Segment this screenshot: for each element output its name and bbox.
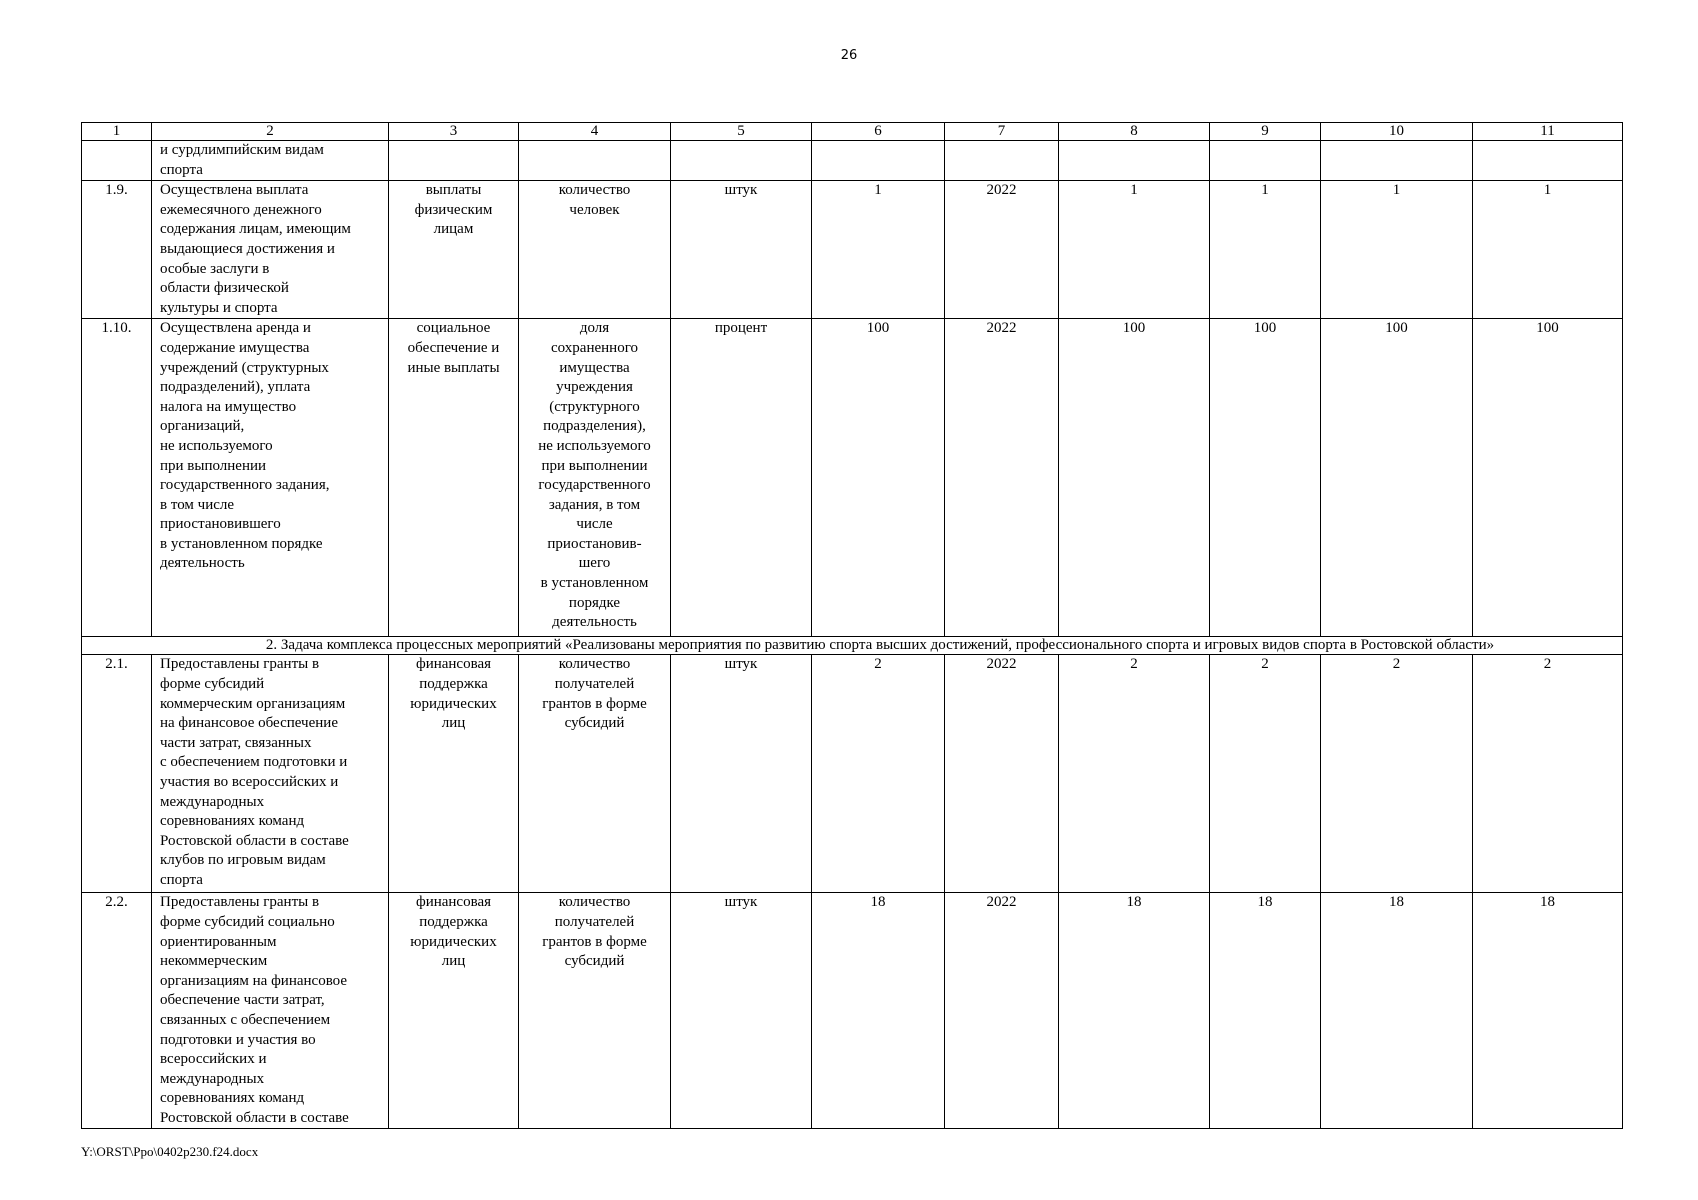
cell-value: 1 [1473,181,1623,319]
cell-name: Осуществлена выплата ежемесячного денежного содержания лицам, имеющим выдающиеся достижения и особые заслуги в области физической культуры и спорта [152,181,389,319]
cell-base-value: 1 [812,181,945,319]
cell-unit: штук [671,893,812,1129]
section-row [82,637,1623,655]
cell-type [389,141,519,181]
column-number: 8 [1059,123,1210,141]
cell-value: 2 [1210,655,1321,893]
cell-name: и сурдлимпийским видам спорта [152,141,389,181]
cell-name: Предоставлены гранты в форме субсидий коммерческим организациям на финансовое обеспечение части затрат, связанных с обеспечением подготовки и участия во всероссийских и международных соревнованиях команд Ростовской области в составе клубов по игровым видам спорта [152,655,389,893]
table-row [82,893,1623,1129]
cell-base-year: 2022 [945,655,1059,893]
indicators-table [81,122,1623,1129]
column-number: 5 [671,123,812,141]
cell-number [82,141,152,181]
section-title: 2. Задача комплекса процессных мероприятий «Реализованы мероприятия по развитию спорта высших достижений, профессионального спорта и игровых видов спорта в Ростовской области» [82,637,1623,655]
cell-value: 100 [1321,319,1473,637]
cell-type: выплаты физическим лицам [389,181,519,319]
cell-value [1321,141,1473,181]
cell-number: 2.1. [82,655,152,893]
cell-unit: штук [671,655,812,893]
cell-indicator: количество получателей грантов в форме субсидий [519,655,671,893]
cell-base-value: 18 [812,893,945,1129]
cell-unit: процент [671,319,812,637]
cell-type: финансовая поддержка юридических лиц [389,893,519,1129]
cell-name: Предоставлены гранты в форме субсидий социально ориентированным некоммерческим организациям на финансовое обеспечение части затрат, связанных с обеспечением подготовки и участия во всероссийских и международных соревнованиях команд Ростовской области в составе [152,893,389,1129]
cell-value: 100 [1473,319,1623,637]
cell-name: Осуществлена аренда и содержание имущества учреждений (структурных подразделений), уплата налога на имущество организаций, не используемого при выполнении государственного задания, в том числе приостановившего в установленном порядке деятельность [152,319,389,637]
file-path-footer: Y:\ORST\Ppo\0402p230.f24.docx [81,1144,259,1159]
cell-base-year: 2022 [945,319,1059,637]
cell-base-year: 2022 [945,181,1059,319]
cell-value [1210,141,1321,181]
cell-number: 1.9. [82,181,152,319]
table-row [82,181,1623,319]
table-row [82,655,1623,893]
column-number: 4 [519,123,671,141]
column-number: 6 [812,123,945,141]
column-number: 10 [1321,123,1473,141]
cell-value [1059,141,1210,181]
cell-type: социальное обеспечение и иные выплаты [389,319,519,637]
column-number: 9 [1210,123,1321,141]
cell-value: 18 [1321,893,1473,1129]
cell-indicator: количество получателей грантов в форме субсидий [519,893,671,1129]
cell-value: 2 [1473,655,1623,893]
cell-value: 2 [1059,655,1210,893]
column-number: 3 [389,123,519,141]
cell-base-value: 100 [812,319,945,637]
cell-value: 1 [1210,181,1321,319]
column-number: 7 [945,123,1059,141]
column-number-row [82,123,1623,141]
cell-indicator [519,141,671,181]
cell-number: 2.2. [82,893,152,1129]
cell-indicator: количество человек [519,181,671,319]
cell-base-value: 2 [812,655,945,893]
column-number: 1 [82,123,152,141]
cell-value [1473,141,1623,181]
cell-number: 1.10. [82,319,152,637]
cell-base-value [812,141,945,181]
column-number: 2 [152,123,389,141]
cell-base-year: 2022 [945,893,1059,1129]
table-row [82,141,1623,181]
cell-value: 100 [1059,319,1210,637]
column-number: 11 [1473,123,1623,141]
cell-value: 18 [1059,893,1210,1129]
cell-value: 1 [1321,181,1473,319]
cell-indicator: доля сохраненного имущества учреждения (структурного подразделения), не используемого при выполнении государственного задания, в том числе приостановив- шего в установленном порядке деятельность [519,319,671,637]
cell-value: 100 [1210,319,1321,637]
table-row [82,319,1623,637]
cell-unit [671,141,812,181]
cell-base-year [945,141,1059,181]
cell-value: 18 [1473,893,1623,1129]
cell-value: 2 [1321,655,1473,893]
cell-value: 1 [1059,181,1210,319]
cell-value: 18 [1210,893,1321,1129]
cell-unit: штук [671,181,812,319]
cell-type: финансовая поддержка юридических лиц [389,655,519,893]
page-number: 26 [840,48,858,63]
